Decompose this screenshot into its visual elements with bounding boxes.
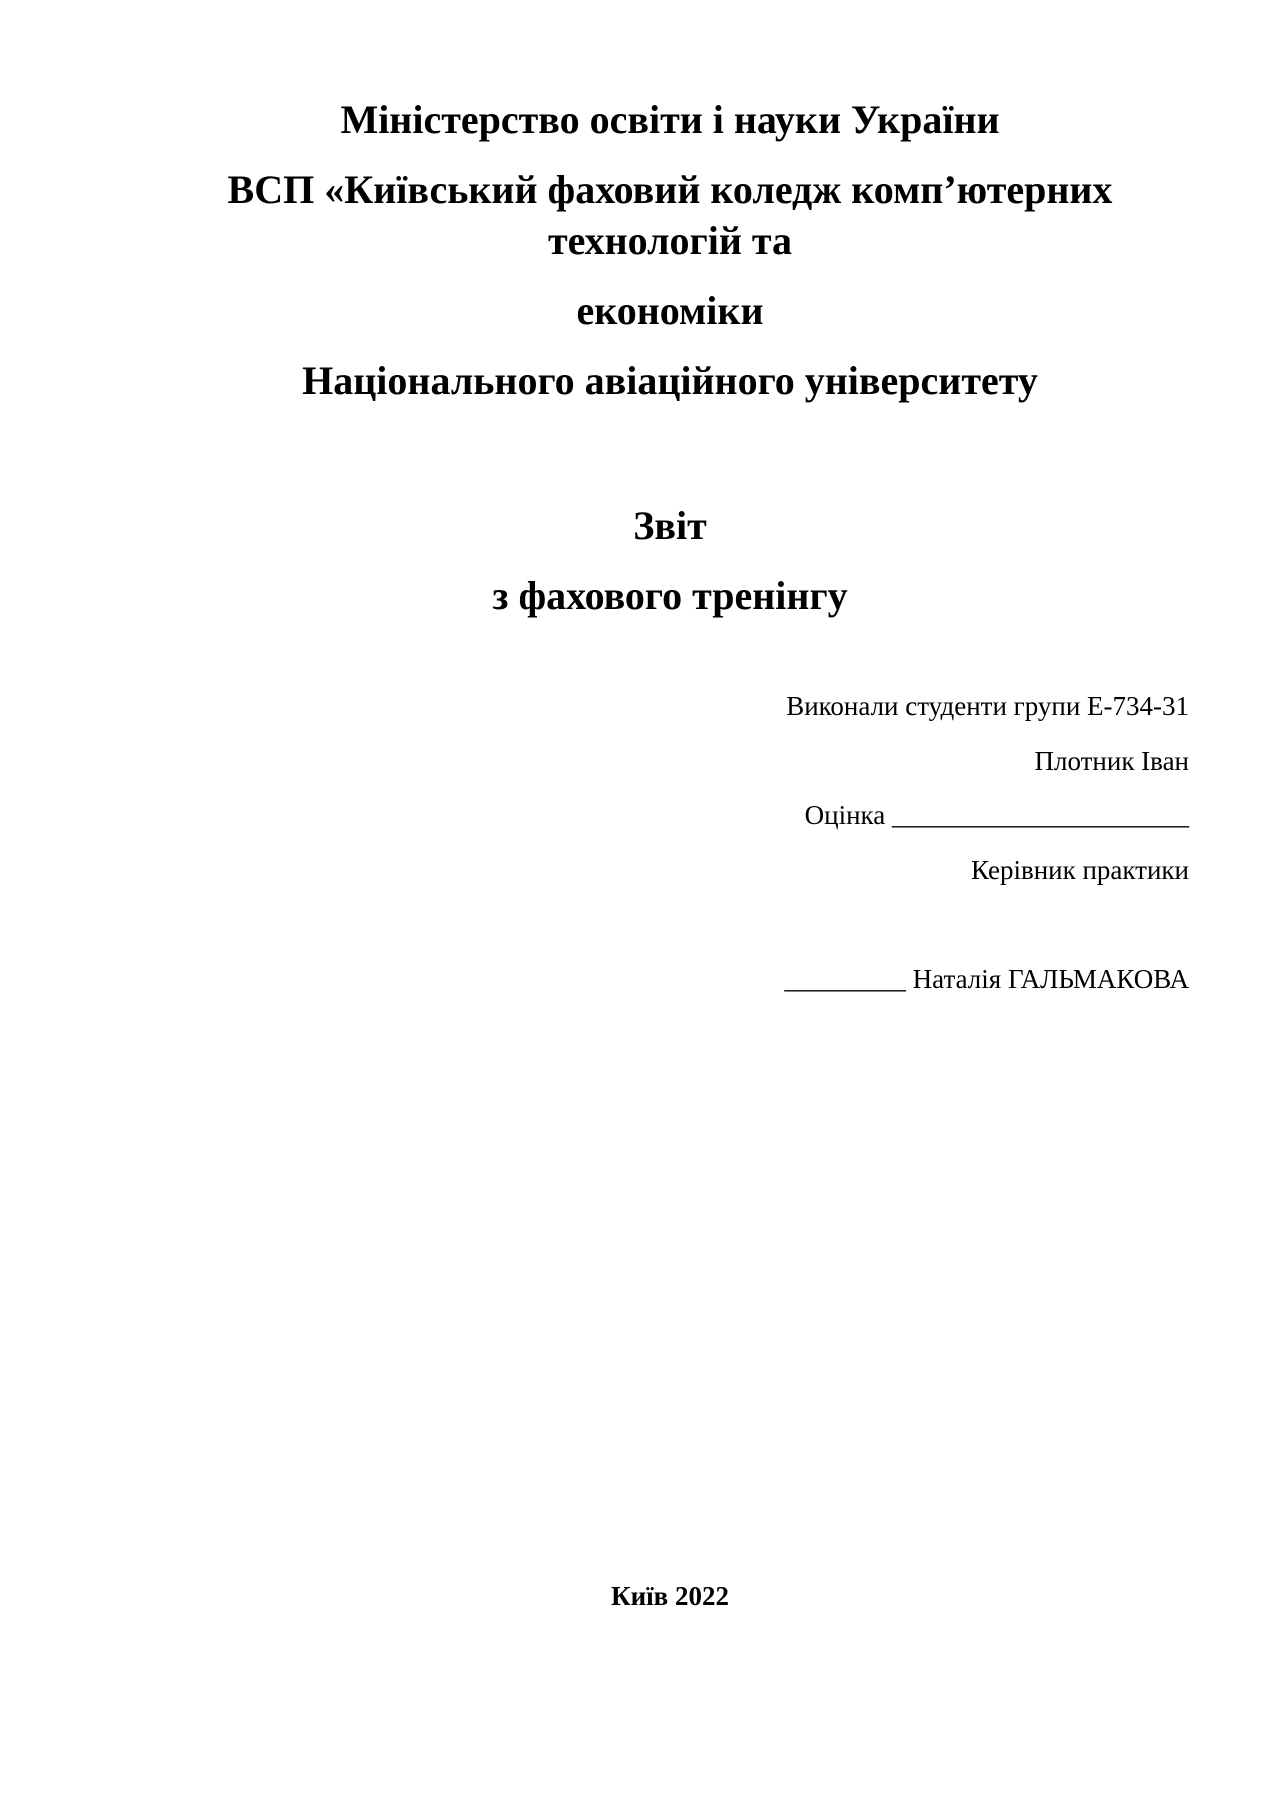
college-heading-line2: технологій та [547, 218, 793, 263]
college-heading-line1: ВСП «Київський фаховий коледж комп’ютерних [227, 167, 1113, 212]
performed-by-text: Виконали студенти групи Е-734-31 [786, 691, 1189, 721]
student-name-text: Плотник Іван [1034, 746, 1189, 776]
city-year-footer: Київ 2022 [611, 1581, 729, 1611]
university-heading: Національного авіаційного університету [302, 358, 1038, 403]
report-subtitle: з фахового тренінгу [492, 573, 848, 618]
supervisor-label: Керівник практики [971, 855, 1189, 885]
grade-field: Оцінка ______________________ [804, 800, 1189, 830]
report-title: Звіт [633, 503, 707, 548]
ministry-heading: Міністерство освіти і науки України [340, 97, 1000, 142]
supervisor-signature: _________ Наталія ГАЛЬМАКОВА [784, 964, 1189, 994]
college-heading-line3: економіки [576, 288, 764, 333]
